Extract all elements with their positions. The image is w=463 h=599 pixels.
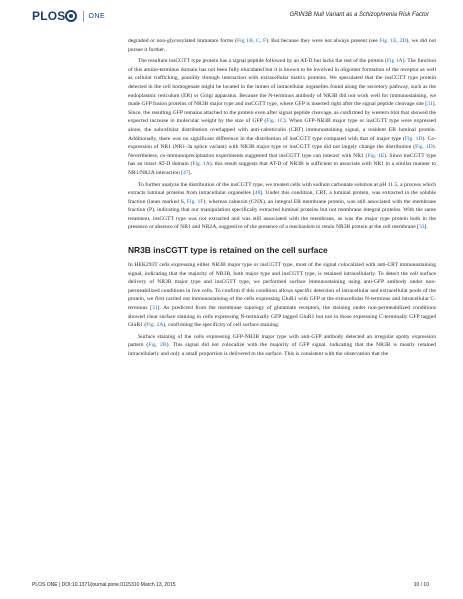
paragraph-2 [128, 57, 436, 177]
text-run: ]. [188, 169, 192, 176]
text-run: ). Co-expression of NR1 (NR1-3a splice variant) with NR3B major type or insCGTT type did not largely change the distribution ( [128, 135, 436, 151]
plos-one-logo[interactable] [32, 9, 105, 23]
reference-link[interactable]: 31 [427, 101, 433, 108]
reference-link[interactable]: 33 [418, 224, 425, 231]
figure-link[interactable]: Fig. 1C [266, 118, 284, 125]
text-run: ), this result suggests that AT-D of NR3B is sufficient to associate with NR1 in a similar manner to NR1/NR2A interaction [ [128, 161, 436, 176]
paragraph-4 [128, 261, 436, 330]
text-run: ). This signal did not colocalize with the majority of GFP signal, indicating that the NR3B is mostly retained intracellularly and only a small proportion is delivered to the surface. This is consistent with the observation that the [128, 342, 436, 357]
reference-link[interactable]: 47 [183, 169, 189, 176]
figure-link[interactable]: Fig 1A [386, 58, 403, 65]
text-run: Surface staining of the cells expressing GFP-NR3B major type with anti-GFP antibody detected an irregular spotty expression pattern ( [128, 333, 436, 349]
text-run: ]. Since, the resulting GFP remains attached to the protein even after signal peptide cleavage, as confirmed by western blot that showed the expected increase in molecular weight by the size of GFP ( [128, 101, 436, 125]
text-run: degraded or non-glycosylated immature forms ( [128, 38, 238, 44]
text-run: To further analyze the distribution of the insCGTT type, we treated cells with sodium carbonate solution at pH 11.5, a process which extracts luminal proteins from intracellular organelles [ [128, 181, 436, 197]
reference-link[interactable]: 48 [254, 190, 261, 197]
paragraph-1 [128, 37, 436, 54]
text-run: ). But because they were not always present (see [266, 38, 380, 44]
figure-link[interactable]: Fig. 1D [404, 135, 423, 142]
text-run: ), we did not pursue it further. [128, 38, 437, 53]
text-run: ), confirming the specificity of cell surface staining. [163, 322, 280, 329]
logo-sub: ONE [88, 12, 106, 20]
reference-link[interactable]: 31 [152, 305, 158, 312]
running-title: GRIN3B Null Variant as a Schizophrenia Risk Factor [289, 12, 429, 18]
figure-link[interactable]: Fig 1B, C, F [237, 38, 267, 44]
page-number: 10 / 10 [413, 582, 429, 588]
page-footer [0, 582, 463, 594]
figure-link[interactable]: Fig. 2B [148, 342, 167, 349]
figure-link[interactable]: Fig. 1A [192, 161, 210, 168]
section-heading: NR3B insCGTT type is retained on the cell surface [128, 245, 328, 256]
text-run: ); whereas calnexin (CNX), an integral ER membrane protein, was still associated with the membrane fraction (P), indicating that our manipulation specifically extracted luminal proteins but not membrane integral proteins. With the same treatment, insCGTT type was not extracted and was still associated with the membrane, as was the major type protein both in the presence or absence of NR1 and NR2A, suggestive of the presence of a mechanism to retain NR3B protein at the cell membrane [ [128, 198, 436, 231]
figure-link[interactable]: Fig. 2A [146, 322, 164, 329]
logo-text: PLOS [32, 9, 66, 23]
figure-link[interactable]: Fig. 1D [415, 144, 433, 151]
text-run: ). The function of this amino-terminus domain has not been fully elucidated but it is known to be involved in oligomer formation of the receptor as well as cellular trafficking, possibly through interaction with extracellular matrix proteins. We speculated that the insCGTT type protein detected in the cell homogenate might be located in the lumen of intracellular organelles found along the secretory pathway, such as the endoplasmic reticulum (ER) or Golgi apparatus. Because the N-terminus antibody of NR3B did not work well for immunostaining, we made GFP fusion proteins of NR3B major type and insCGTT type, where GFP is inserted right after the signal peptide cleavage site [ [128, 58, 437, 108]
figure-link[interactable]: Fig. 1E [367, 152, 385, 159]
figure-link[interactable]: Fig. 1F [186, 198, 204, 205]
page-header [0, 0, 463, 30]
article-body [128, 37, 436, 362]
footer-citation: PLOS ONE | DOI:10.1371/journal.pone.0115310 March 13, 2015 [32, 582, 176, 588]
text-run: ]. Under this condition, CRT, a luminal protein, was extracted in the soluble fraction (lanes marked S, [128, 190, 436, 205]
text-run: In HEK293T cells expressing either NR3B major type or insCGTT type, most of the signal colocalized with anti-CRT immunostaining signal, indicating that the majority of NR3B, both major type and insCGTT type, is retained intracellularly. To detect the cell surface delivery of NR3B major type and insCGTT type, we performed surface immunostaining using anti-GFP antibody under non-permeabilized conditions in live cells. To confirm if this condition allows specific detection of intracellular and extracellular pools of the protein, we first carried out immunostaining of the cells expressing GluR1 with GFP at the extracellular N-terminus and intracellular C-terminus [ [128, 262, 436, 312]
text-run: The resultant insCGTT type protein has a signal peptide followed by an AT-D but lacks the rest of the protein ( [138, 58, 387, 65]
paragraph-5 [128, 333, 436, 359]
text-run: ]. As predicted from the membrane topology of glutamate receptors, the staining under non-permeabilized conditions showed clear surface staining in cells expressing N-terminally GFP tagged GluR1 but not in those expressing C-terminally GFP tagged GluR1 ( [128, 305, 436, 329]
paragraph-3 [128, 181, 436, 233]
text-run: ). When GFP-NR3B major type or insCGTT type were expressed alone, the subcellular distribution overlapped with anti-calreticulin (CRT) immunostaining signal, a resident ER luminal protein. Additionally, there was no significant difference in the distribution of insCGTT type compared with that of major type ( [128, 118, 436, 142]
text-run: ). Nevertheless, co-immunoprecipitation experiments suggested that insCGTT type can interact with NR1 ( [128, 144, 436, 159]
plos-logo-icon [65, 10, 77, 22]
logo-divider [83, 11, 84, 22]
text-run: ]. [424, 224, 428, 231]
text-run: ). Since insCGTT type has an intact AT-D domain ( [128, 152, 437, 168]
figure-link[interactable]: Fig. 1E, 2D [379, 38, 407, 44]
